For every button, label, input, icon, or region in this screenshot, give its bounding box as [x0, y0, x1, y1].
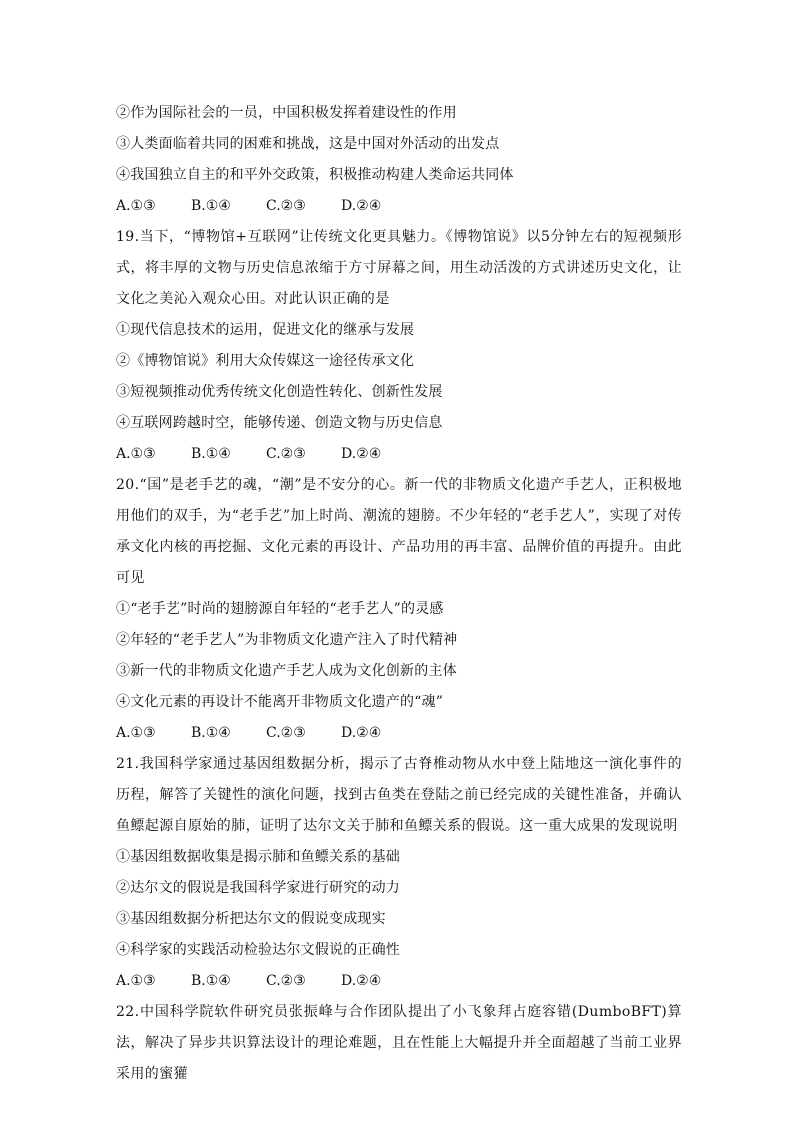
- answer-d: D.②④: [341, 198, 382, 214]
- answer-b: B.①④: [191, 446, 231, 462]
- option-4: ④文化元素的再设计不能离开非物质文化遗产的“魂”: [116, 694, 444, 710]
- answer-choices: [116, 718, 682, 749]
- option-1: ①现代信息技术的运用，促进文化的继承与发展: [116, 322, 415, 338]
- option-2: ②作为国际社会的一员，中国积极发挥着建设性的作用: [116, 105, 457, 121]
- option-1: ①“老手艺”时尚的翅膀源自年轻的“老手艺人”的灵感: [116, 601, 444, 617]
- answer-choices: [116, 966, 682, 997]
- answer-a: A.①③: [116, 198, 156, 214]
- option-3: ③人类面临着共同的困难和挑战，这是中国对外活动的出发点: [116, 136, 500, 152]
- option-3: ③新一代的非物质文化遗产手艺人成为文化创新的主体: [116, 663, 457, 679]
- answer-d: D.②④: [341, 446, 382, 462]
- question-stem: 21.我国科学家通过基因组数据分析，揭示了古脊椎动物从水中登上陆地这一演化事件的历程，解答了关键性的演化问题，找到古鱼类在登陆之前已经完成的关键性准备，并确认鱼鳔起源自原始的肺，证明了达尔文关于肺和鱼鳔关系的假说。这一重大成果的发现说明: [116, 756, 682, 834]
- option-2: ②达尔文的假说是我国科学家进行研究的动力: [116, 880, 400, 896]
- option-2: ②年轻的“老手艺人”为非物质文化遗产注入了时代精神: [116, 632, 458, 648]
- question-18: [116, 98, 682, 222]
- question-20: [116, 470, 682, 749]
- answer-a: A.①③: [116, 973, 156, 989]
- answer-a: A.①③: [116, 725, 156, 741]
- option-4: ④科学家的实践活动检验达尔文假说的正确性: [116, 942, 400, 958]
- question-stem: 19.当下，“博物馆+互联网”让传统文化更具魅力。《博物馆说》以5分钟左右的短视频形式，将丰厚的文物与历史信息浓缩于方寸屏幕之间，用生动活泼的方式讲述历史文化，让文化之美沁入观众心田。对此认识正确的是: [116, 229, 682, 307]
- option-4: ④我国独立自主的和平外交政策，积极推动构建人类命运共同体: [116, 167, 514, 183]
- answer-choices: [116, 439, 682, 470]
- question-stem: 22.中国科学院软件研究员张振峰与合作团队提出了小飞象拜占庭容错(DumboBFT)算法，解决了异步共识算法设计的理论难题，且在性能上大幅提升并全面超越了当前工业界采用的蜜獾: [116, 1004, 682, 1082]
- answer-c: C.②③: [266, 725, 306, 741]
- question-22: [116, 997, 682, 1090]
- answer-b: B.①④: [191, 973, 231, 989]
- option-2: ②《博物馆说》利用大众传媒这一途径传承文化: [116, 353, 415, 369]
- answer-a: A.①③: [116, 446, 156, 462]
- answer-c: C.②③: [266, 446, 306, 462]
- option-3: ③基因组数据分析把达尔文的假说变成现实: [116, 911, 386, 927]
- question-19: [116, 222, 682, 470]
- option-4: ④互联网跨越时空，能够传递、创造文物与历史信息: [116, 415, 443, 431]
- answer-d: D.②④: [341, 725, 382, 741]
- answer-b: B.①④: [191, 725, 231, 741]
- question-stem: 20.“国”是老手艺的魂，“潮”是不安分的心。新一代的非物质文化遗产手艺人，正积极地用他们的双手，为“老手艺”加上时尚、潮流的翅膀。不少年轻的“老手艺人”，实现了对传承文化内核的再挖掘、文化元素的再设计、产品功用的再丰富、品牌价值的再提升。由此可见: [116, 477, 682, 586]
- answer-c: C.②③: [266, 973, 306, 989]
- answer-c: C.②③: [266, 198, 306, 214]
- exam-page: [116, 98, 682, 1090]
- question-21: [116, 749, 682, 997]
- answer-b: B.①④: [191, 198, 231, 214]
- option-3: ③短视频推动优秀传统文化创造性转化、创新性发展: [116, 384, 443, 400]
- option-1: ①基因组数据收集是揭示肺和鱼鳔关系的基础: [116, 849, 400, 865]
- answer-d: D.②④: [341, 973, 382, 989]
- answer-choices: [116, 191, 682, 222]
